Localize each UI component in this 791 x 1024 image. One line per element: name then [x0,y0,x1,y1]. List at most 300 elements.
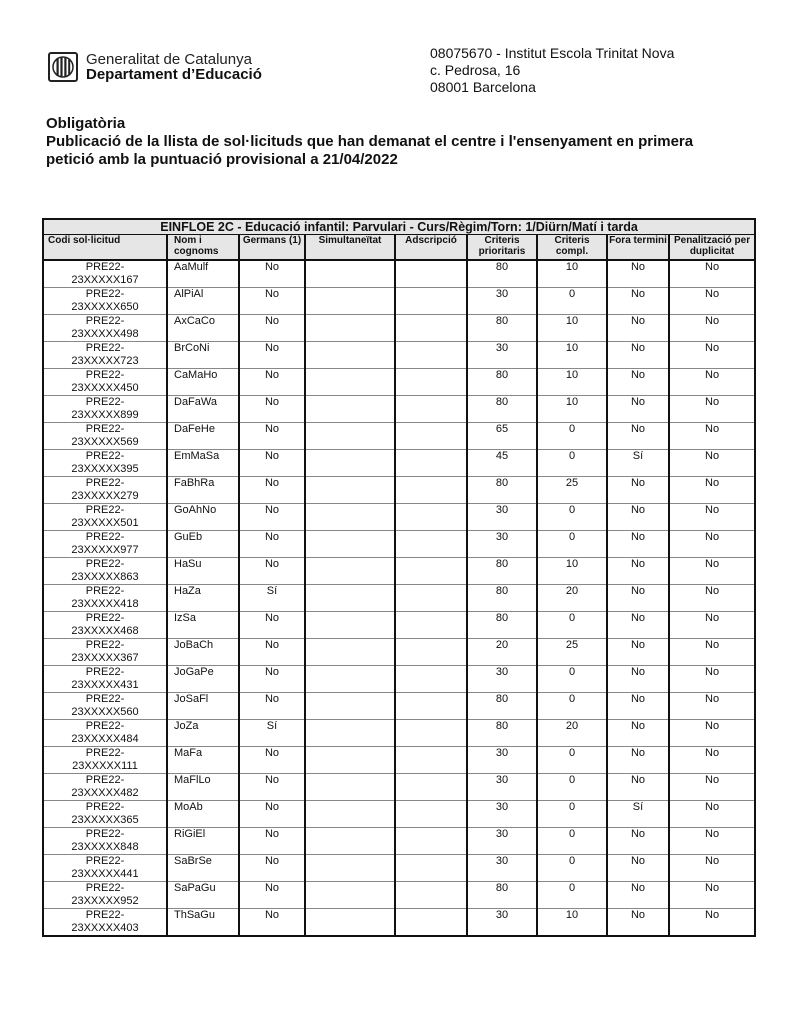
simultaneity-cell [305,747,395,774]
name-cell: JoSaFl [167,693,239,720]
name-cell: FaBhRa [167,477,239,504]
duplicate-penalty-cell: No [669,396,755,423]
assignment-cell [395,855,467,882]
duplicate-penalty-cell: No [669,855,755,882]
simultaneity-cell [305,342,395,369]
code-prefix: PRE22- [85,315,125,327]
duplicate-penalty-cell: No [669,774,755,801]
title-date-line: petició amb la puntuació provisional a 21/04/2022 [46,151,398,168]
late-cell: No [607,747,669,774]
name-cell: JoZa [167,720,239,747]
name-cell: RiGiEl [167,828,239,855]
generalitat-shield-icon [48,52,78,82]
code-cell [43,585,167,612]
code-suffix: 23XXXXX395 [71,463,139,475]
simultaneity-cell [305,260,395,288]
code-cell [43,558,167,585]
complementary-criteria-cell: 10 [537,315,607,342]
priority-criteria-cell: 80 [467,260,537,288]
complementary-criteria-cell: 0 [537,693,607,720]
siblings-cell: No [239,612,305,639]
complementary-criteria-cell: 10 [537,909,607,937]
siblings-cell: No [239,504,305,531]
assignment-cell [395,260,467,288]
code-suffix: 23XXXXX977 [71,544,139,556]
assignment-cell [395,639,467,666]
column-header-priority-criteria: Criteris prioritaris [467,235,537,261]
simultaneity-cell [305,612,395,639]
priority-criteria-cell: 30 [467,909,537,937]
duplicate-penalty-cell: No [669,639,755,666]
duplicate-penalty-cell: No [669,477,755,504]
column-header-code: Codi sol·licitud [43,235,167,261]
name-cell: GoAhNo [167,504,239,531]
code-suffix: 23XXXXX498 [71,328,139,340]
code-cell [43,612,167,639]
table-row [43,423,755,450]
priority-criteria-cell: 30 [467,288,537,315]
duplicate-penalty-cell: No [669,720,755,747]
siblings-cell: Sí [239,585,305,612]
siblings-cell: No [239,639,305,666]
assignment-cell [395,531,467,558]
siblings-cell: No [239,423,305,450]
siblings-cell: No [239,369,305,396]
code-suffix: 23XXXXX450 [71,382,139,394]
priority-criteria-cell: 65 [467,423,537,450]
complementary-criteria-cell: 0 [537,612,607,639]
siblings-cell: No [239,315,305,342]
code-prefix: PRE22- [85,747,125,759]
assignment-cell [395,612,467,639]
table-row [43,747,755,774]
assignment-cell [395,720,467,747]
assignment-cell [395,801,467,828]
code-suffix: 23XXXXX279 [71,490,139,502]
code-prefix: PRE22- [85,558,125,570]
assignment-cell [395,693,467,720]
simultaneity-cell [305,315,395,342]
assignment-cell [395,828,467,855]
code-cell [43,342,167,369]
code-prefix: PRE22- [85,477,125,489]
code-suffix: 23XXXXX111 [72,760,138,772]
table-row [43,288,755,315]
code-prefix: PRE22- [85,423,125,435]
code-prefix: PRE22- [85,666,125,678]
late-cell: No [607,666,669,693]
complementary-criteria-cell: 10 [537,558,607,585]
assignment-cell [395,585,467,612]
name-cell: CaMaHo [167,369,239,396]
priority-criteria-cell: 80 [467,585,537,612]
complementary-criteria-cell: 0 [537,801,607,828]
code-suffix: 23XXXXX863 [71,571,139,583]
code-suffix: 23XXXXX560 [71,706,139,718]
table-row [43,828,755,855]
siblings-cell: No [239,450,305,477]
column-header-siblings: Germans (1) [239,235,305,261]
duplicate-penalty-cell: No [669,288,755,315]
table-row [43,693,755,720]
late-cell: Sí [607,801,669,828]
code-cell [43,423,167,450]
table-row [43,369,755,396]
code-suffix: 23XXXXX569 [71,436,139,448]
complementary-criteria-cell: 10 [537,369,607,396]
code-cell [43,288,167,315]
table-row [43,315,755,342]
code-cell [43,450,167,477]
table-row [43,882,755,909]
siblings-cell: No [239,342,305,369]
name-cell: JoGaPe [167,666,239,693]
late-cell: Sí [607,450,669,477]
name-cell: MaFlLo [167,774,239,801]
late-cell: No [607,909,669,937]
complementary-criteria-cell: 0 [537,882,607,909]
siblings-cell: No [239,531,305,558]
table-row [43,585,755,612]
table-row [43,855,755,882]
code-cell [43,828,167,855]
simultaneity-cell [305,828,395,855]
code-cell [43,801,167,828]
name-cell: BrCoNi [167,342,239,369]
duplicate-penalty-cell: No [669,260,755,288]
table-row [43,477,755,504]
late-cell: No [607,639,669,666]
title-category: Obligatòria [46,115,126,132]
title-description: Publicació de la llista de sol·licituds que han demanat el centre i l'ensenyament en primera [46,133,694,150]
code-cell [43,693,167,720]
name-cell: MaFa [167,747,239,774]
code-cell [43,477,167,504]
code-cell [43,666,167,693]
name-cell: SaPaGu [167,882,239,909]
late-cell: No [607,504,669,531]
complementary-criteria-cell: 0 [537,774,607,801]
name-cell: AxCaCo [167,315,239,342]
table-row [43,801,755,828]
code-prefix: PRE22- [85,828,125,840]
code-suffix: 23XXXXX501 [71,517,139,529]
simultaneity-cell [305,882,395,909]
late-cell: No [607,585,669,612]
complementary-criteria-cell: 0 [537,450,607,477]
late-cell: No [607,342,669,369]
code-suffix: 23XXXXX723 [71,355,139,367]
code-suffix: 23XXXXX484 [71,733,139,745]
priority-criteria-cell: 30 [467,801,537,828]
name-cell: AlPiAl [167,288,239,315]
code-suffix: 23XXXXX848 [71,841,139,853]
siblings-cell: No [239,828,305,855]
duplicate-penalty-cell: No [669,909,755,937]
simultaneity-cell [305,855,395,882]
assignment-cell [395,882,467,909]
code-prefix: PRE22- [85,801,125,813]
table-row [43,531,755,558]
code-prefix: PRE22- [85,855,125,867]
assignment-cell [395,342,467,369]
priority-criteria-cell: 80 [467,558,537,585]
priority-criteria-cell: 30 [467,666,537,693]
duplicate-penalty-cell: No [669,315,755,342]
code-cell [43,909,167,937]
assignment-cell [395,909,467,937]
code-suffix: 23XXXXX650 [71,301,139,313]
table-header-row [43,235,755,261]
code-prefix: PRE22- [85,882,125,894]
table-row [43,909,755,937]
siblings-cell: No [239,396,305,423]
priority-criteria-cell: 80 [467,693,537,720]
code-cell [43,260,167,288]
table-row [43,666,755,693]
assignment-cell [395,423,467,450]
late-cell: No [607,369,669,396]
name-cell: IzSa [167,612,239,639]
code-suffix: 23XXXXX167 [71,274,139,286]
table-row [43,612,755,639]
code-suffix: 23XXXXX367 [71,652,139,664]
code-cell [43,396,167,423]
priority-criteria-cell: 30 [467,855,537,882]
school-city: 08001 Barcelona [430,79,536,95]
late-cell: No [607,315,669,342]
complementary-criteria-cell: 0 [537,855,607,882]
table-row [43,342,755,369]
school-name: 08075670 - Institut Escola Trinitat Nova [430,45,675,61]
priority-criteria-cell: 80 [467,396,537,423]
simultaneity-cell [305,585,395,612]
code-cell [43,639,167,666]
assignment-cell [395,450,467,477]
table-caption: EINFLOE 2C - Educació infantil: Parvulari - Curs/Règim/Torn: 1/Diürn/Matí i tarda [43,219,755,235]
late-cell: No [607,558,669,585]
name-cell: JoBaCh [167,639,239,666]
code-prefix: PRE22- [85,531,125,543]
complementary-criteria-cell: 10 [537,260,607,288]
column-header-simultaneity: Simultaneïtat [305,235,395,261]
duplicate-penalty-cell: No [669,450,755,477]
duplicate-penalty-cell: No [669,693,755,720]
assignment-cell [395,666,467,693]
priority-criteria-cell: 30 [467,774,537,801]
late-cell: No [607,720,669,747]
simultaneity-cell [305,666,395,693]
complementary-criteria-cell: 25 [537,639,607,666]
column-header-assignment: Adscripció [395,235,467,261]
siblings-cell: No [239,558,305,585]
simultaneity-cell [305,369,395,396]
name-cell: HaZa [167,585,239,612]
late-cell: No [607,423,669,450]
priority-criteria-cell: 80 [467,612,537,639]
column-header-complementary-criteria: Criteris compl. [537,235,607,261]
code-prefix: PRE22- [85,396,125,408]
siblings-cell: No [239,260,305,288]
code-prefix: PRE22- [85,693,125,705]
siblings-cell: No [239,909,305,937]
code-suffix: 23XXXXX403 [71,922,139,934]
column-header-duplicate-penalty: Penalització per duplicitat [669,235,755,261]
priority-criteria-cell: 30 [467,828,537,855]
name-cell: MoAb [167,801,239,828]
siblings-cell: No [239,747,305,774]
complementary-criteria-cell: 0 [537,531,607,558]
code-cell [43,504,167,531]
siblings-cell: No [239,666,305,693]
siblings-cell: No [239,882,305,909]
late-cell: No [607,693,669,720]
name-cell: GuEb [167,531,239,558]
name-cell: DaFaWa [167,396,239,423]
code-suffix: 23XXXXX418 [71,598,139,610]
code-prefix: PRE22- [85,504,125,516]
priority-criteria-cell: 45 [467,450,537,477]
code-cell [43,369,167,396]
table-row [43,396,755,423]
code-suffix: 23XXXXX952 [71,895,139,907]
name-cell: ThSaGu [167,909,239,937]
simultaneity-cell [305,288,395,315]
code-prefix: PRE22- [85,720,125,732]
duplicate-penalty-cell: No [669,801,755,828]
table-row [43,720,755,747]
assignment-cell [395,369,467,396]
code-prefix: PRE22- [85,639,125,651]
simultaneity-cell [305,558,395,585]
column-header-name: Nom i cognoms [167,235,239,261]
assignment-cell [395,504,467,531]
code-prefix: PRE22- [85,261,125,273]
name-cell: EmMaSa [167,450,239,477]
name-cell: HaSu [167,558,239,585]
name-cell: AaMulf [167,260,239,288]
code-suffix: 23XXXXX431 [71,679,139,691]
late-cell: No [607,531,669,558]
late-cell: No [607,288,669,315]
code-prefix: PRE22- [85,612,125,624]
priority-criteria-cell: 30 [467,531,537,558]
priority-criteria-cell: 80 [467,369,537,396]
complementary-criteria-cell: 0 [537,288,607,315]
duplicate-penalty-cell: No [669,342,755,369]
complementary-criteria-cell: 10 [537,342,607,369]
simultaneity-cell [305,477,395,504]
assignment-cell [395,774,467,801]
code-suffix: 23XXXXX899 [71,409,139,421]
simultaneity-cell [305,720,395,747]
simultaneity-cell [305,693,395,720]
code-suffix: 23XXXXX468 [71,625,139,637]
late-cell: No [607,477,669,504]
complementary-criteria-cell: 0 [537,423,607,450]
simultaneity-cell [305,504,395,531]
assignment-cell [395,477,467,504]
late-cell: No [607,828,669,855]
name-cell: SaBrSe [167,855,239,882]
duplicate-penalty-cell: No [669,531,755,558]
code-prefix: PRE22- [85,774,125,786]
code-cell [43,531,167,558]
simultaneity-cell [305,774,395,801]
table-row [43,558,755,585]
duplicate-penalty-cell: No [669,585,755,612]
simultaneity-cell [305,639,395,666]
complementary-criteria-cell: 0 [537,747,607,774]
late-cell: No [607,260,669,288]
simultaneity-cell [305,531,395,558]
complementary-criteria-cell: 0 [537,504,607,531]
code-prefix: PRE22- [85,369,125,381]
priority-criteria-cell: 30 [467,504,537,531]
code-cell [43,747,167,774]
siblings-cell: Sí [239,720,305,747]
complementary-criteria-cell: 25 [537,477,607,504]
assignment-cell [395,396,467,423]
priority-criteria-cell: 80 [467,720,537,747]
code-prefix: PRE22- [85,288,125,300]
siblings-cell: No [239,801,305,828]
applications-table-container [42,218,754,937]
duplicate-penalty-cell: No [669,504,755,531]
late-cell: No [607,396,669,423]
duplicate-penalty-cell: No [669,612,755,639]
complementary-criteria-cell: 20 [537,585,607,612]
priority-criteria-cell: 80 [467,882,537,909]
assignment-cell [395,315,467,342]
school-address [430,45,674,96]
duplicate-penalty-cell: No [669,558,755,585]
siblings-cell: No [239,855,305,882]
duplicate-penalty-cell: No [669,747,755,774]
complementary-criteria-cell: 20 [537,720,607,747]
complementary-criteria-cell: 0 [537,828,607,855]
siblings-cell: No [239,477,305,504]
priority-criteria-cell: 80 [467,315,537,342]
code-prefix: PRE22- [85,585,125,597]
complementary-criteria-cell: 10 [537,396,607,423]
assignment-cell [395,558,467,585]
duplicate-penalty-cell: No [669,666,755,693]
logo-org-name: Generalitat de Catalunya [86,51,252,68]
siblings-cell: No [239,774,305,801]
priority-criteria-cell: 30 [467,747,537,774]
table-row [43,774,755,801]
duplicate-penalty-cell: No [669,423,755,450]
code-cell [43,315,167,342]
duplicate-penalty-cell: No [669,882,755,909]
code-suffix: 23XXXXX441 [71,868,139,880]
complementary-criteria-cell: 0 [537,666,607,693]
table-row [43,450,755,477]
siblings-cell: No [239,288,305,315]
duplicate-penalty-cell: No [669,369,755,396]
code-suffix: 23XXXXX365 [71,814,139,826]
code-cell [43,882,167,909]
late-cell: No [607,882,669,909]
column-header-late: Fora termini [607,235,669,261]
code-cell [43,855,167,882]
code-suffix: 23XXXXX482 [71,787,139,799]
table-row [43,504,755,531]
assignment-cell [395,288,467,315]
priority-criteria-cell: 30 [467,342,537,369]
generalitat-logo [48,52,262,82]
